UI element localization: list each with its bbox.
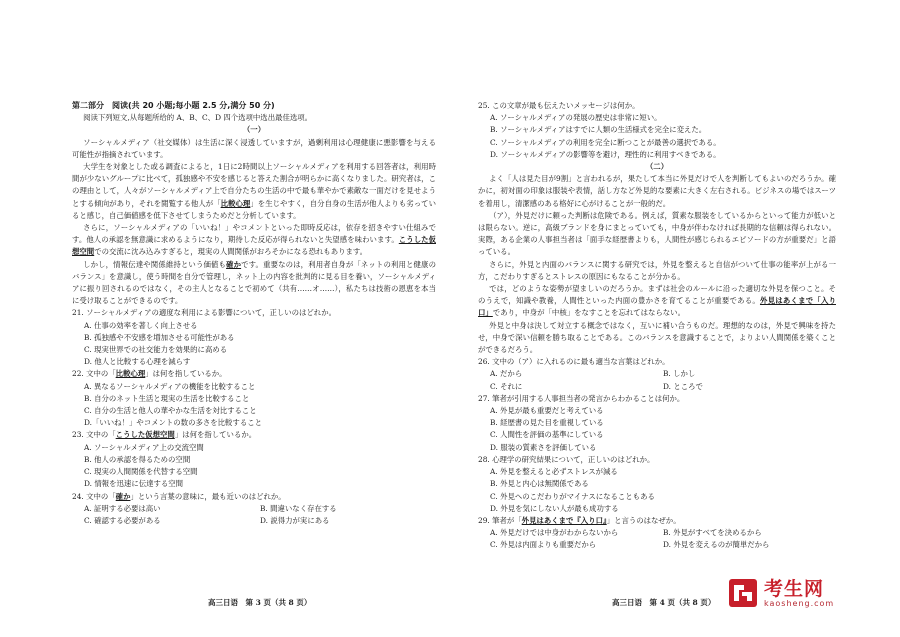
q24-option-d: D. 説得力が実にある (260, 515, 330, 525)
q26-option-b: B. しかし (663, 369, 696, 379)
q25-option-d: D. ソーシャルメディアの影響等を避け，理性的に利用すべきである。 (490, 149, 721, 159)
q26-option-d: D. ところで (663, 381, 703, 391)
q27-option-a: A. 外見が最も重要だと考えている (490, 406, 604, 416)
text: 22. 文中の「 (72, 369, 116, 379)
q21-option-c: C. 現実世界での社交能力を効果的に高める (84, 345, 228, 355)
passage1-para-2 (72, 161, 436, 222)
q27-option-d: D. 服装の質素さを評価している (490, 442, 597, 452)
left-column (72, 100, 436, 527)
right-column (478, 100, 836, 552)
q26-options-row-1 (478, 368, 836, 380)
kaosheng-logo-icon (728, 578, 758, 608)
question-29 (478, 515, 836, 527)
q28-option-b: B. 外見と内心は無関係である (490, 479, 589, 489)
q28-option-a: A. 外見を整えると必ずストレスが減る (490, 467, 618, 477)
passage1-para-1: ソーシャルメディア（社交媒体）は生活に深く浸透していますが，過剰利用は心理健康に悪影響を与える可能性が指摘されています。 (72, 137, 436, 159)
text: での交流に沈み込みすぎると，現実の人間関係がおろそかになる恐れもあります。 (94, 247, 368, 257)
watermark-url: kaosheng.com (764, 598, 835, 608)
q25-option-b: B. ソーシャルメディアはすでに人類の生活様式を完全に変えた。 (490, 125, 707, 135)
passage2-para-4 (478, 283, 836, 320)
q21-option-a: A. 仕事の効率を著しく向上させる (84, 320, 198, 330)
text: では，どのような姿勢が望ましいのだろうか。まずは社会のルールに沿った適切な外見を保つこと。そのうえで，知識や教養，人間性といった内面の豊かさを育てることが重要である。 (478, 284, 836, 306)
q29-option-c: C. 外見は内面よりも重要だから (490, 540, 597, 550)
q27-option-c: C. 人間性を評価の基準にしている (490, 430, 604, 440)
q27-option-b: B. 経歴書の見た目を重視している (490, 418, 604, 428)
underlined-term: 確か (226, 259, 242, 269)
underlined-term: 外見はあくまで「入り口」 (478, 296, 836, 318)
question-25: 25. この文章が最も伝えたいメッセージは何か。 (478, 101, 640, 110)
question-24 (72, 491, 436, 503)
text: であり，中身が「中核」をなすことを忘れてはならない。 (492, 308, 685, 318)
q21-option-d: D. 他人と比較する心理を減らす (84, 357, 191, 367)
q26-options-row-2 (478, 381, 836, 393)
text: 」と言うのはなぜか。 (606, 515, 681, 525)
passage2-para-1: よく「人は見た目が9割」と言われるが，果たして本当に外見だけで人を判断してもよいのだろうか。確かに，初対面の印象は服装や表情，話し方など外見的な要素に大きく左右される。ビジネスの場ではスーツを着用し，清潔感のある格好に心がけることが一般的だ。 (478, 174, 836, 208)
text: 大学生を対象とした或る調査によると，1日に2時間以上ソーシャルメディアを利用する回答者は，利用時間が少ないグループに比べて，孤独感や不安を感じると答えた割合が明らかに高くなりました。研究者は，この理由として，人々がソーシャルメディア上で自分たちの生活の中で最も華やかで素敵な一面だけを見せようとする傾向があり，それを閲覧する他人が「 (72, 162, 436, 208)
text: です。重要なのは，利用者自身が「ネットの利用と健康のバランス」を意識し，使う時間を自分で管理し，ネット上の内容を批判的に見る目を養い，ソーシャルメディアに振り回されるのではなく，その主人となることで初めて（共有……オ……），私たちは技術の恩恵を本当に受け取ることができるのです。 (72, 259, 436, 306)
q26-option-a: A. だから (490, 369, 523, 379)
q29-option-a: A. 外見だけでは中身がわからないから (490, 528, 619, 538)
question-22 (72, 368, 436, 380)
q25-option-a: A. ソーシャルメディアの発展の歴史は非常に短い。 (490, 113, 662, 123)
q26-option-c: C. それに (490, 381, 523, 391)
q25-option-c: C. ソーシャルメディアの利用を完全に断つことが最善の選択である。 (490, 137, 721, 147)
q22-option-a: A. 異なるソーシャルメディアの機能を比較すること (84, 381, 256, 391)
q22-option-c: C. 自分の生活と他人の華やかな生活を対比すること (84, 406, 257, 416)
q24-options-row-2 (72, 515, 436, 527)
q22-option-b: B. 自分のネット生活と現実の生活を比較すること (84, 393, 250, 403)
passage2-para-3: さらに，外見と内面のバランスに関する研究では，外見を整えると自信がついて仕事の能率が上がる一方，こだわりすぎるとストレスの原因にもなることが分かる。 (478, 259, 836, 281)
question-28: 28. 心理学の研究結果について，正しいのはどれか。 (478, 454, 655, 464)
text: 」という言葉の意味に，最も近いのはどれか。 (130, 491, 286, 501)
underlined-term: 確か (115, 491, 131, 501)
passage1-para-3 (72, 222, 436, 259)
text: 24. 文中の「 (72, 491, 116, 501)
text: 23. 文中の「 (72, 430, 116, 440)
underlined-term: 比較心理 (220, 198, 251, 208)
underlined-term: 外見はあくまで『入り口』 (521, 515, 607, 525)
watermark (728, 578, 834, 608)
q29-option-d: D. 外見を変えるのが簡単だから (663, 540, 770, 550)
q29-option-b: B. 外見がすべてを決めるから (663, 528, 762, 538)
underlined-term: こうした仮想空間 (72, 235, 436, 257)
q24-options-row-1 (72, 503, 436, 515)
text: 」を生じやすく，自分自身の生活が他人よりも劣っていると感じ，自己価値感を低下させてしまうためだと分析しています。 (72, 198, 436, 220)
q28-option-c: C. 外見へのこだわりがマイナスになることもある (490, 491, 655, 501)
q21-option-b: B. 孤独感や不安感を増加させる可能性がある (84, 332, 235, 342)
text: 」は何を指しているか。 (174, 430, 257, 440)
question-21: 21. ソーシャルメディアの適度な利用による影響について，正しいのはどれか。 (72, 308, 336, 318)
q29-options-row-1 (478, 527, 836, 539)
q23-option-a: A. ソーシャルメディア上の交流空間 (84, 442, 204, 452)
q24-option-a: A. 証明する必要は高い (84, 503, 161, 513)
q28-option-d: D. 外見を気にしない人が最も成功する (490, 503, 619, 513)
text: 」は何を指しているか。 (145, 369, 227, 379)
text: しかし，情報伝達や関係維持という価値も (83, 259, 227, 269)
passage2-para-2: （ア），外見だけに頼った判断は危険である。例えば，質素な服装をしているからといって能力が低いとは限らない。逆に，高級ブランドを身にまとっていても，中身が伴わなければ長期的な信頼は得られない。実際，ある企業の人事担当者は「面手な経歴書よりも，人間性が感じられるエピソードの方が重要だ」と語っている。 (478, 210, 836, 257)
question-23 (72, 429, 436, 441)
watermark-brand: 考生网 (764, 577, 825, 600)
passage-mark-2: （二） (645, 162, 669, 172)
passage2-para-5: 外見と中身は決して対立する概念ではなく，互いに補い合うものだ。理想的なのは，外見で興味を持たせ，中身で深い信頼を勝ち取ることである。このバランスを意識することで，よりよい人間関係を築くことができるだろう。 (478, 320, 836, 355)
passage1-para-4 (72, 259, 436, 308)
page-footer-left: 高三日语 第 3 页（共 8 页） (208, 598, 312, 607)
q23-option-c: C. 現実の人間関係を代替する空間 (84, 467, 198, 477)
q24-option-c: C. 確認する必要がある (84, 515, 161, 525)
underlined-term: 比較心理 (115, 369, 146, 379)
text: 29. 筆者が「 (478, 515, 522, 525)
q23-option-b: B. 他人の承認を得るための空間 (84, 454, 191, 464)
underlined-term: こうした仮想空間 (115, 430, 175, 440)
instruction: 阅读下列短文,从每题所给的 A、B、C、D 四个选项中选出最佳选项。 (83, 113, 313, 123)
page-footer-right: 高三日语 第 4 页（共 8 页） (612, 598, 716, 607)
question-26: 26. 文中の（ア）に入れるのに最も適当な言葉はどれか。 (478, 357, 670, 367)
text: さらに，ソーシャルメディアの「いいね！」やコメントといった即時反応は，依存を招きやすい仕組みです。他人の承認を無意識に求めるようになり，期待した反応が得られないと失望感を味わいます。 (72, 223, 436, 245)
q23-option-d: D. 情報を迅速に伝達する空間 (84, 479, 184, 489)
watermark-text (764, 579, 834, 608)
question-27: 27. 筆者が引用する人事担当者の発言からわかることは何か。 (478, 393, 685, 403)
passage-mark-1: （一） (242, 125, 266, 135)
q29-options-row-2 (478, 539, 836, 551)
q24-option-b: B. 間違いなく存在する (260, 503, 337, 513)
q22-option-d: D.「いいね！」やコメントの数の多さを比較すること (84, 418, 262, 428)
section-title: 第二部分 阅读(共 20 小题;每小题 2.5 分,满分 50 分) (72, 101, 275, 110)
